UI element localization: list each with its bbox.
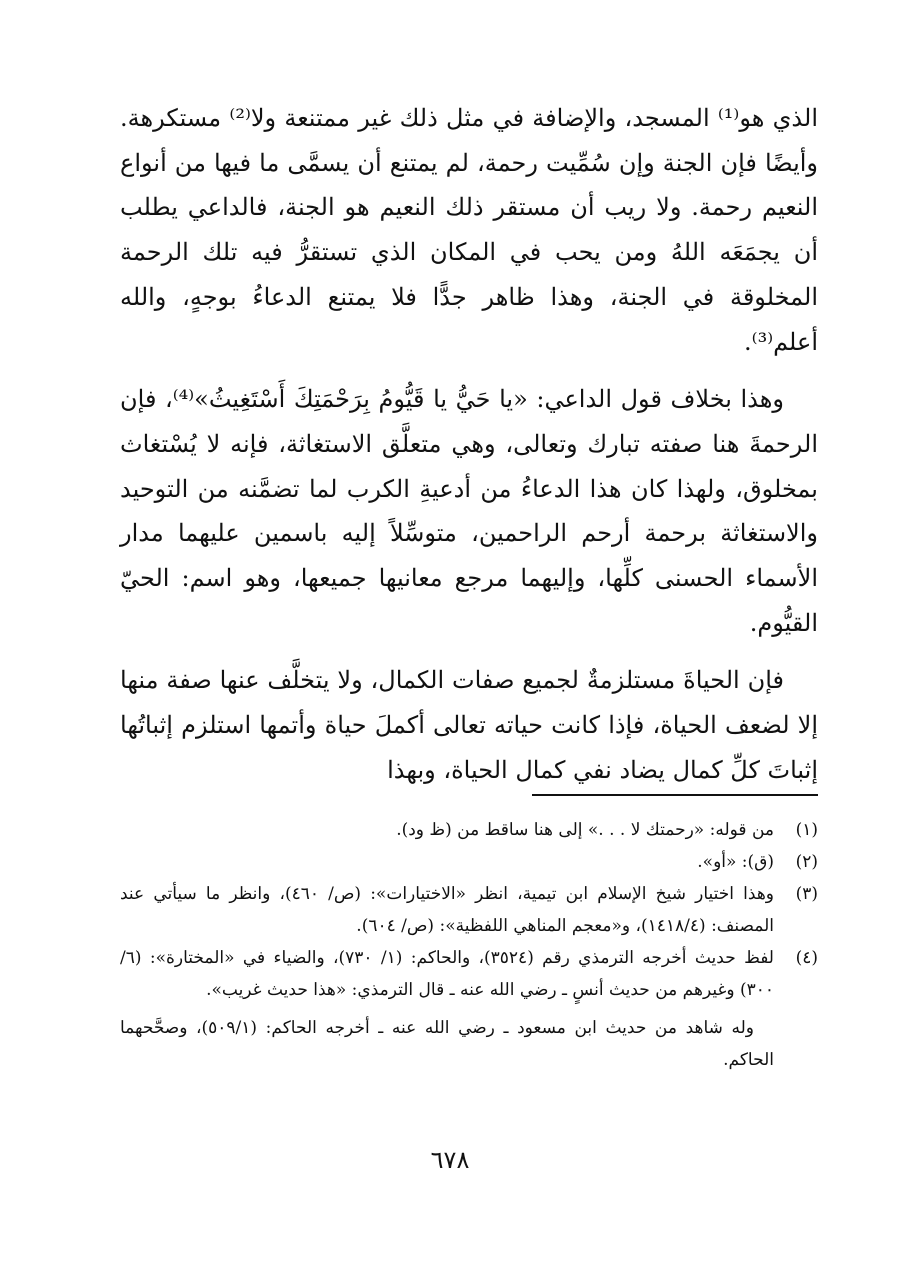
footnote-number: (٣)	[795, 884, 818, 904]
footnote-text: من قوله: «رحمتك لا . . .» إلى هنا ساقط من (ظ ود).	[396, 820, 774, 840]
footnote-3	[120, 878, 818, 942]
footnote-text: لفظ حديث أخرجه الترمذي رقم (٣٥٢٤)، والحاكم: (١/ ٧٣٠)، والضياء في «المختارة»: (٦/ ٣٠٠) وغيرهم من حديث أنسٍ ـ رضي الله عنه ـ قال الترمذي: «هذا حديث غريب».	[120, 948, 774, 1000]
page-number: ٦٧٨	[430, 1146, 470, 1174]
footnote-1	[120, 814, 818, 846]
paragraph-3: فإن الحياةَ مستلزمةٌ لجميع صفات الكمال، ولا يتخلَّف عنها صفة منها إلا لضعف الحياة، فإذا كانت حياته تعالى أكملَ حياة وأتمها استلزم إثباتُها إثباتَ كلِّ كمال يضاد نفي كمال الحياة، وبهذا	[120, 666, 818, 784]
footnote-text: وهذا اختيار شيخ الإسلام ابن تيمية، انظر «الاختيارات»: (ص/ ٤٦٠)، وانظر ما سيأتي عند المصنف: (١٤١٨/٤)، و«معجم المناهي اللفظية»: (ص/ ٦٠٤).	[120, 884, 774, 936]
footnotes	[120, 814, 818, 1076]
footnote-number: (٤)	[795, 948, 818, 968]
footnote-number: (١)	[795, 820, 818, 840]
paragraph-2: وهذا بخلاف قول الداعي: «يا حَيُّ يا قَيُّومُ بِرَحْمَتِكَ أَسْتَغِيثُ»⁽⁴⁾، فإن الرحمةَ هنا صفته تبارك وتعالى، وهي متعلَّق الاستغاثة، فإنه لا يُسْتغاث بمخلوق، ولهذا كان هذا الدعاءُ من أدعيةِ الكرب لما تضمَّنه من التوحيد والاستغاثة برحمة أرحم الراحمين، متوسِّلاً إليه باسمين عليهما مدار الأسماء الحسنى كلِّها، وإليهما مرجع معانيها جميعها، وهو اسم: الحيّ القيُّوم.	[120, 385, 818, 637]
footnote-separator	[532, 794, 818, 796]
footnote-2	[120, 846, 818, 878]
footnote-4	[120, 942, 818, 1006]
paragraph-1: الذي هو⁽¹⁾ المسجد، والإضافة في مثل ذلك غير ممتنعة ولا⁽²⁾ مستكرهة. وأيضًا فإن الجنة وإن سُمِّيت رحمة، لم يمتنع أن يسمَّى ما فيها من أنواع النعيم رحمة. ولا ريب أن مستقر ذلك النعيم هو الجنة، فالداعي يطلب أن يجمَعَه اللهُ ومن يحب في المكان الذي تستقرُّ فيه تلك الرحمة المخلوقة في الجنة، وهذا ظاهر جدًّا فلا يمتنع الدعاءُ بوجهٍ، والله أعلم⁽³⁾.	[120, 104, 818, 356]
footnote-text: (ق): «أو».	[697, 852, 774, 872]
main-text	[120, 96, 818, 793]
footnote-4-continuation: وله شاهد من حديث ابن مسعود ـ رضي الله عنه ـ أخرجه الحاكم: (٥٠٩/١)، وصحَّحهما الحاكم.	[120, 1018, 774, 1070]
footnote-number: (٢)	[795, 852, 818, 872]
